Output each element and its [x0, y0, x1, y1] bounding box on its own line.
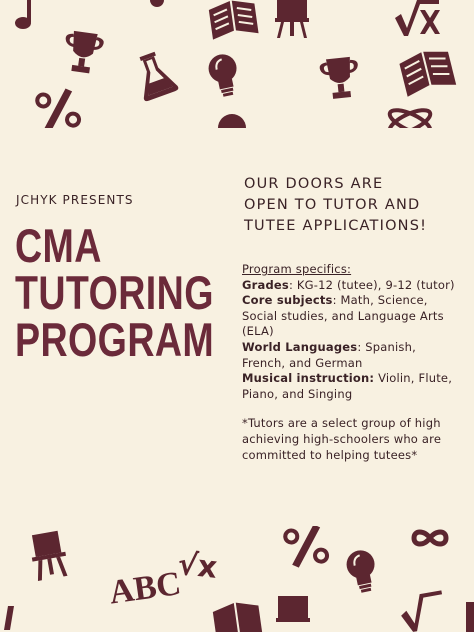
- headline-line: OUR DOORS ARE: [244, 176, 384, 192]
- specifics-heading: Program specifics:: [242, 262, 352, 276]
- atom-icon: [387, 105, 434, 128]
- headline-line: OPEN TO TUTOR AND: [244, 197, 421, 213]
- percent-icon: [284, 526, 328, 569]
- specifics-item-label: Core subjects: [242, 293, 333, 308]
- percent-icon: [36, 87, 80, 128]
- presenter-label: JCHYK PRESENTS: [16, 193, 134, 207]
- abc-text: ABC: [106, 564, 184, 612]
- specifics-item-label: World Languages: [242, 339, 358, 354]
- square-root-icon: [395, 0, 440, 36]
- headline-line: TUTEE APPLICATIONS!: [244, 218, 428, 234]
- flask-icon: [130, 48, 179, 102]
- lightbulb-icon: [206, 52, 242, 99]
- specifics-item-text: : Math, Science, Social studies, and Language Arts (ELA): [242, 293, 444, 339]
- title-line: PROGRAM: [15, 313, 215, 366]
- headline: [244, 174, 468, 237]
- trophy-icon: [61, 30, 104, 75]
- specifics-item-text: : Spanish, French, and German: [242, 339, 416, 370]
- trophy-icon: [319, 56, 361, 100]
- tutor-note: *Tutors are a select group of high achieving high-schoolers who are committed to helping tutees*: [242, 416, 442, 462]
- specifics-item: [242, 371, 462, 402]
- top-icon-band: [0, 0, 474, 128]
- book-icon: [466, 602, 474, 632]
- program-specifics: [242, 262, 462, 463]
- sqrt-text: √x: [176, 546, 219, 586]
- square-root-icon: [398, 590, 448, 632]
- easel-icon: [276, 596, 310, 622]
- specifics-item: [242, 293, 462, 340]
- easel-icon: [28, 530, 69, 581]
- specifics-item: [242, 340, 462, 371]
- lightbulb-icon: [344, 548, 380, 595]
- specifics-item: [242, 278, 462, 294]
- book-icon: [212, 600, 263, 632]
- title-line: TUTORING: [15, 266, 214, 319]
- infinity-icon: [414, 532, 446, 544]
- music-note-icon: [4, 606, 14, 630]
- program-title: [15, 219, 215, 366]
- bottom-icon-band: [0, 526, 474, 632]
- specifics-item-text: : KG-12 (tutee), 9-12 (tutor): [288, 277, 455, 292]
- specifics-item-text: Violin, Flute, Piano, and Singing: [242, 371, 453, 401]
- book-icon: [208, 0, 259, 40]
- square-root-icon: [176, 547, 219, 586]
- abc-icon: [107, 565, 183, 612]
- book-icon: [398, 46, 456, 97]
- music-note-icon: [15, 0, 31, 29]
- dot-icon: [150, 0, 164, 7]
- lightbulb-icon: [218, 114, 246, 128]
- easel-icon: [275, 0, 309, 38]
- specifics-item-label: Musical instruction:: [242, 371, 375, 386]
- title-line: CMA: [15, 219, 102, 272]
- specifics-item-label: Grades: [242, 277, 289, 292]
